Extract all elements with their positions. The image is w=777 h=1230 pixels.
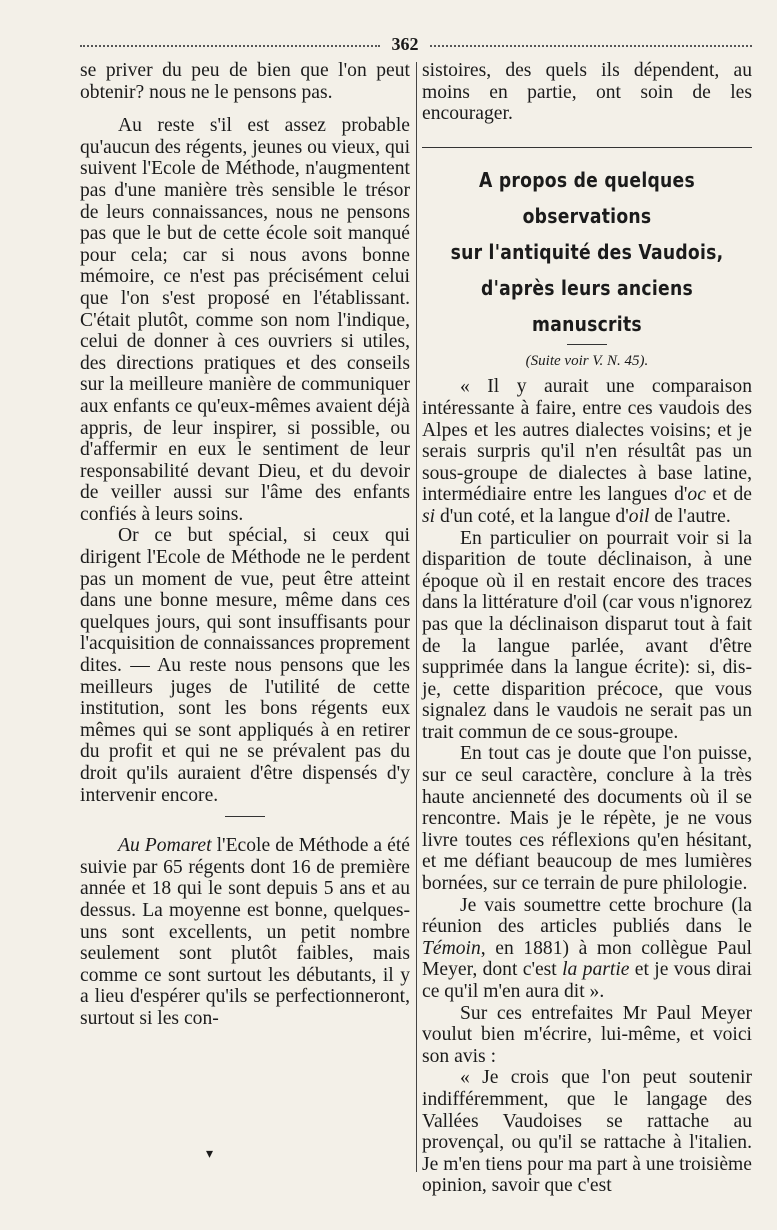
end-mark: ▾ [206, 1147, 214, 1162]
right-paragraph-4 [422, 895, 752, 1003]
title-line-2: sur l'antiquité des Vaudois, [450, 239, 724, 264]
page-header [80, 34, 752, 58]
page-number: 362 [391, 34, 419, 54]
left-paragraph-3-text: l'Ecole de Méthode a été suivie par 65 régents dont 16 de première année et 18 qui le sont depuis 5 ans et au dessus. La moyenne est bonne, quelques-uns sont excellents, un petit nombre seulement sont plutôt faibles, mais comme ce sont surtout les débutants, il y a lieu d'espérer qu'ils se perfectionneront, surtout si les con- [80, 835, 410, 1029]
left-continuation: se priver du peu de bien que l'on peut obtenir? nous ne le pensons pas. [80, 60, 410, 103]
right-paragraph-1-text-2: et de [705, 484, 752, 506]
continuation-note: (Suite voir V. N. 45). [525, 352, 649, 369]
right-paragraph-2: En particulier on pourrait voir si la disparition de toute déclinaison, à une époque où il en restait encore des traces dans la littérature d'oil (car vous n'ignorez pas que la déclinaison disparut tout à fait de la langue parlée, avant d'être supprimée dans la langue écrite): si, dis-je, cette disparition précoce, que vous signalez dans le vaudois ne serait pas un trait commun de ce sous-groupe. [422, 527, 752, 743]
right-paragraph-4-text-3: et je vous dirai ce qu'il m'en aura dit ». [422, 959, 752, 1002]
right-paragraph-3: En tout cas je doute que l'on puisse, sur ce seul caractère, conclure à la très haute ancienneté des documents où il se rencontre. Mais je le répète, je ne vous livre toutes ces réflexions qu'en hésitant, et me défiant beaucoup de mes lumières bornées, sur ce terrain de pure philologie. [422, 743, 752, 895]
right-paragraph-6: « Je crois que l'on peut soutenir indifféremment, que le langage des Vallées Vaudoises se rattache au provençal, ou qu'il se rattache à l'italien. Je m'en tiens pour ma part à une troisième opinion, savoir que c'est [422, 1067, 752, 1197]
term-oc: oc [687, 484, 706, 506]
section-separator [225, 816, 265, 817]
right-paragraph-4-text-2: , en 1881) à mon collègue Paul Meyer, dont c'est [422, 937, 752, 981]
article-title [422, 162, 752, 342]
right-column [422, 60, 752, 1197]
right-paragraph-1-text: « Il y aurait une comparaison intéressante à faire, entre ces vaudois des Alpes et les autres dialectes voisins; et je serais surpris qu'il n'en résultât pas un sous-groupe de dialectes à base latine, intermédiaire entre les langues d' [422, 376, 752, 506]
right-paragraph-4-text: Je vais soumettre cette brochure (la réunion des articles publiés dans le [422, 894, 752, 938]
journal-name: Témoin [422, 937, 481, 959]
term-oil: oil [628, 505, 650, 527]
header-rule-left [80, 45, 380, 47]
title-line-1: A propos de quelques observations [479, 167, 695, 228]
right-paragraph-1-text-3: d'un coté, et la langue d' [435, 505, 629, 527]
right-paragraph-5: Sur ces entrefaites Mr Paul Meyer voulut bien m'écrire, lui-même, et voici son avis : [422, 1002, 752, 1067]
phrase-la-partie: la partie [562, 959, 630, 981]
left-paragraph-2: Or ce but spécial, si ceux qui dirigent l'Ecole de Méthode ne le perdent pas un moment de vue, peut être atteint dans une bonne mesure, même dans ces quelques jours, qui sont insuffisants pour l'acquisition de connaissances proprement dites. — Au reste nous pensons que les meilleurs juges de l'utilité de cette institution, sont les bons régents eux mêmes qui se sont appliqués à en retirer du profit et qui ne se prévalent pas du droit qu'ils auraient d'être dispensés d'y intervenir encore. [80, 525, 410, 806]
left-column [80, 60, 410, 1030]
place-name: Au Pomaret [118, 835, 212, 857]
title-line-3: d'après leurs anciens manuscrits [481, 275, 693, 336]
header-rule-right [430, 45, 752, 47]
right-paragraph-1-text-4: de l'autre. [649, 505, 731, 527]
left-paragraph-1: Au reste s'il est assez probable qu'aucun des régents, jeunes ou vieux, qui suivent l'Ecole de Méthode, n'augmentent pas d'une manière très sensible le trésor de leurs connaissances, nous ne pensons pas que le but de cette école soit manqué pour cela; car si nous avons bonne mémoire, ce n'est pas précisément celui que l'on s'est proposé en l'établissant. C'était plutôt, comme son nom l'indique, celui de donner à ces ouvriers si utiles, des directions pratiques et des conseils sur la meilleure manière de communiquer aux enfants ce qu'eux-mêmes avaient déjà appris, de leur inspirer, si possible, ou d'affermir en eux le sentiment de leur responsabilité devant Dieu, et du devoir de veiller aussi sur l'âme des enfants confiés à leurs soins. [80, 115, 411, 525]
term-si: si [422, 505, 436, 527]
right-continuation: sistoires, des quels ils dépendent, au moins en partie, ont soin de les encourager. [422, 60, 752, 125]
title-separator [567, 344, 607, 345]
left-paragraph-3 [80, 835, 410, 1029]
article-rule [422, 147, 752, 148]
column-divider [416, 62, 417, 1172]
right-paragraph-1 [422, 376, 752, 527]
